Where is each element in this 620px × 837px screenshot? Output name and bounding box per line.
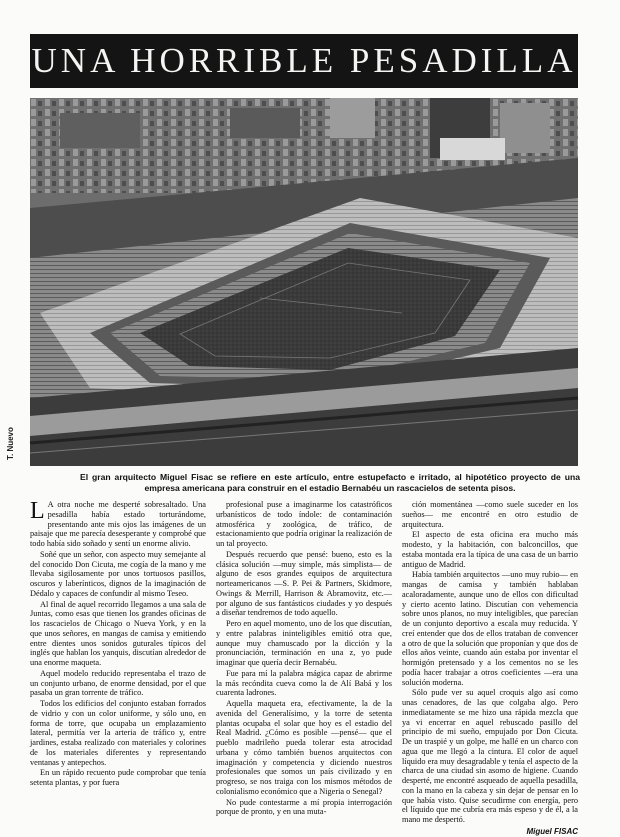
article-paragraph: El aspecto de esta oficina era mucho más modesto, y la habitación, con balconcillos, que estaba montada era la típica de una casa de un barrio antiguo de Madrid.	[402, 530, 578, 569]
article-paragraph: En un rápido recuento pude comprobar que tenía setenta plantas, y por fuera	[30, 768, 206, 787]
article-paragraph: No pude contestarme a mí propia interrogación porque de pronto, y en una muta-	[216, 797, 392, 817]
article-title: UNA HORRIBLE PESADILLA	[31, 41, 577, 80]
article-paragraph	[30, 500, 206, 549]
drop-cap: L	[30, 498, 45, 524]
article-paragraph: Aquel modelo reducido representaba el trazo de un conjunto urbano, de enorme densidad, por el que pasaba un gran torrente de tráfico.	[30, 668, 206, 698]
title-banner	[30, 34, 578, 88]
article-column-1	[30, 500, 206, 822]
photo-caption: El gran arquitecto Miguel Fisac se refiere en este artículo, entre estupefacto e irritado, al hipotético proyecto de una empresa americana para construir en el estadio Bernabéu un rascacielos de setenta pisos.	[80, 472, 580, 493]
author-signature: Miguel FISAC	[526, 826, 578, 836]
article-paragraph: Fue para mí la palabra mágica capaz de abrirme la más recóndita cueva como la de Alí Babá y los cuarenta ladrones.	[216, 668, 392, 698]
article-paragraph: Todos los edificios del conjunto estaban forrados de vidrio y con un color uniforme, y sólo uno, en forma de torre, que ocupaba un emplazamiento lateral, permitía ver la arteria de tráfico y, entre jardines, estaba realizado con materiales y colorines de los materiales diferentes y representando ventanas y antepechos.	[30, 699, 206, 767]
article-paragraph: ción momentánea —como suele suceder en los sueños— me encontré en otro estudio de arquitectura.	[402, 500, 578, 529]
article-column-2	[216, 500, 392, 822]
article-paragraph: Sólo pude ver su aquel croquis algo así como unas cenadores, de las que colgaba algo. Pero inmediatamente se me hizo una rápida mezcla que ya vi encerrar en aquel rebuscado pasillo del principio de mi sueño, empujado por Don Cicuta. De un traspié y un golpe, me hallé en un charco con agua que me llegó a la cintura. El color de aquel líquido era muy desagradable y tenía el aspecto de la charca de una ciudad sin asomo de higiene. Cuando desperté, me encontré asqueado de aquella pesadilla, con la mano en la cabeza y sin dejar de pensar en lo que había visto. Quise secudirme con energía, pero el líquido que me cubría era más espeso y de él, a la mano me despertó.	[402, 688, 578, 824]
article-paragraph: Pero en aquel momento, uno de los que discutían, y entre palabras ininteligibles emitió otra que, aunque muy chamuscado por la dicción y la pronunciación, terminación en una z, yo pude imaginar que quería decir Bernabéu.	[216, 619, 392, 667]
article-paragraph: Después recuerdo que pensé: bueno, esto es la clásica solución —muy simple, más simplista— de alguno de esos grandes equipos de arquitectura norteamericanos —S. P. Pei & Partners, Skidmore, Owings & Merrill, Harrison & Abramovitz, etc.— por alguno de sus fantásticos ciudades y yo después a diseñar tendremos de todo aquello.	[216, 549, 392, 618]
article-paragraph: Aquella maqueta era, efectivamente, la de la avenida del Generalísimo, y la torre de setenta plantas ocupaba el solar que hoy es el estadio del Real Madrid. ¿Cómo es posible —pensé— que el pueblo madrileño pueda tolerar esta atrocidad urbana y cómo también buenos arquitectos con imaginación y competencia y diciendo nuestros profesionales que somos un país civilizado y en progreso, se nos traiga con los mismos métodos de colonialismo económico que a Nigeria o Senegal?	[216, 699, 392, 796]
article-body	[30, 498, 578, 836]
stadium-photo-drawing	[30, 98, 578, 466]
article-paragraph: Había también arquitectos —uno muy rubio— en mangas de camisa y también hablaban acaloradamente, aunque uno de ellos con dificultad y cierto acento latino. Discutían con vehemencia sobre unos planos, no muy inteligibles, que parecían de un conjunto deportivo a escala muy reducida. Y creí entender que dos de ellos trataban de convencer a otro de que la solución que proponían y que dos de ellos años veinte, cuando aún estaba por inventar el hormigón pretensado y a los cementos no se les podía hacer trabajar a otros coeficientes —era una solución moderna.	[402, 570, 578, 687]
paragraph-text: A otra noche me desperté sobresaltado. Una pesadilla había estado torturándome, presentando ante mis ojos las imágenes de un paisaje que me parecía desesperante y comprobé que todo había sido soñado y sentí un enorme alivio.	[30, 500, 206, 548]
article-paragraph: Soñé que un señor, con aspecto muy semejante al del conocido Don Cicuta, me cogía de la mano y me llevaba sigilosamente por unos tortuosos pasillos, oscuros y laberínticos, dignos de la imaginación de Dédalo y capaces de confundir al mismo Teseo.	[30, 549, 206, 598]
stadium-aerial-photo	[30, 98, 578, 466]
article-column-3	[402, 500, 578, 836]
photo-credit: T. Nuevo	[6, 427, 15, 460]
article-paragraph: Al final de aquel recorrido llegamos a una sala de Juntas, como esas que tienen los grandes oficinas de los rascacielos de Chicago o Nueva York, y en la que unos señores, en mangas de camisa y emitiendo entre dientes unos sonidos guturales típicos del inglés que hablan los yanquis, discutían alrededor de una enorme maqueta.	[30, 599, 206, 667]
article-paragraph: profesional puse a imaginarme los catastróficos urbanísticos de todo índole: de contaminación atmosférica y zoológica, de tráfico, de estacionamiento que podría originar la realización de un tal proyecto.	[216, 500, 393, 548]
